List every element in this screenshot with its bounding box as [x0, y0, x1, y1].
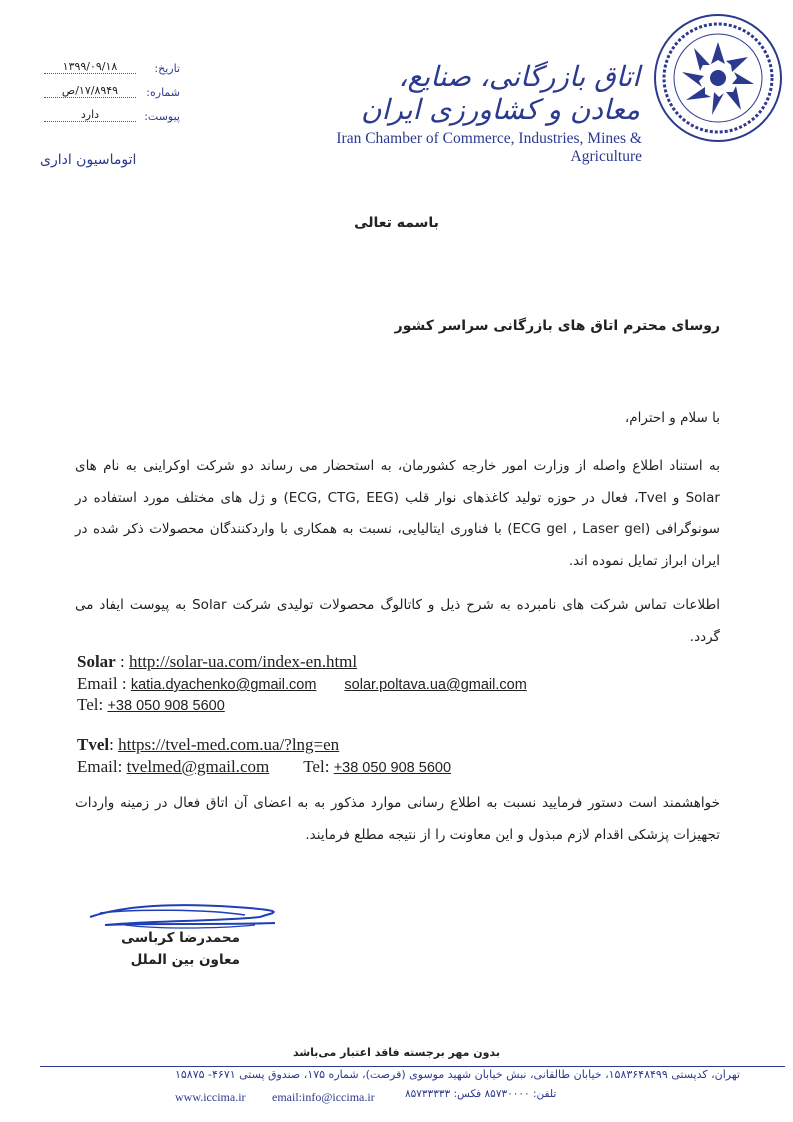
paragraph-request: خواهشمند است دستور فرمایید نسبت به اطلاع رسانی موارد مذکور به به اعضای آن اتاق فعال در زمینه واردات تجهیزات پزشکی اقدام لازم مبذول و این معاونت را از نتیجه مطلع فرمایند.: [75, 795, 720, 843]
tvel-tel-link[interactable]: +38 050 908 5600: [333, 760, 452, 776]
footer-validity-note: بدون مهر برجسته فاقد اعتبار می‌باشد: [292, 1046, 501, 1059]
attachment-value: دارد: [44, 108, 136, 122]
paragraph-contact-info: اطلاعات تماس شرکت های نامبرده به شرح ذیل و کاتالوگ محصولات تولیدی شرکت Solar به پیوست ایفاد می گردد.: [75, 597, 720, 645]
solar-company-name: Solar: [77, 652, 116, 671]
greeting: با سلام و احترام،: [624, 410, 720, 426]
number-field: [40, 86, 180, 104]
date-value: ۱۳۹۹/۰۹/۱۸: [44, 60, 136, 74]
solar-website-line: [77, 652, 717, 672]
footer-email[interactable]: email:info@iccima.ir: [272, 1090, 375, 1104]
solar-tel-link[interactable]: +38 050 908 5600: [107, 698, 225, 714]
solar-tel-line: [77, 695, 717, 715]
tvel-company-name: Tvel: [77, 735, 110, 754]
solar-tel-label: Tel:: [77, 695, 108, 714]
tvel-tel-label: Tel:: [303, 757, 334, 776]
solar-separator: :: [115, 652, 129, 671]
solar-email-link-2[interactable]: solar.poltava.ua@gmail.com: [344, 677, 527, 693]
number-label: شماره:: [146, 86, 180, 99]
recipient-line: روسای محترم اتاق های بازرگانی سراسر کشور: [394, 318, 720, 334]
tvel-email-label: Email:: [77, 757, 127, 776]
solar-email-link-1[interactable]: katia.dyachenko@gmail.com: [130, 677, 317, 693]
footer-address: تهران، کدپستی ۱۵۸۳۶۴۸۴۹۹، خیابان طالقانی، نبش خیابان شهید موسوی (فرصت)، شماره ۱۷۵، صندوق پستی ۴۶۷۱- ۱۵۸۷۵: [174, 1068, 740, 1081]
attachment-field: [40, 110, 180, 128]
signer-title: معاون بین الملل: [130, 952, 240, 968]
date-label: تاریخ:: [154, 62, 180, 75]
solar-email-line: [77, 674, 717, 694]
chamber-title-persian: اتاق بازرگانی، صنایع، معادن و کشاورزی ایران: [361, 60, 640, 126]
tvel-separator: :: [109, 735, 119, 754]
tvel-website-line: [77, 735, 717, 755]
chamber-title-english: Iran Chamber of Commerce, Industries, Mines & Agriculture: [336, 130, 642, 165]
solar-email-label: Email :: [77, 674, 131, 693]
footer-divider: [40, 1066, 785, 1067]
chamber-logo-emblem: [652, 12, 784, 144]
paragraph-intro: به استناد اطلاع واصله از وزارت امور خارجه کشورمان، به استحضار می رساند دو شرکت اوکراینی به نام های Solar و Tvel، فعال در حوزه تولید کاغذهای نوار قلب (ECG, CTG, EEG) و ژل های مختلف مورد استفاده در سونوگرافی (ECG gel , Laser gel) با فناوری ایتالیایی، نسبت به همکاری با واردکنندگان محصولات ذکر شده در ایران ابراز تمایل نموده اند.: [75, 458, 720, 569]
footer-phone-fax: تلفن: ۸۵۷۳۰۰۰۰ فکس: ۸۵۷۳۳۳۳۳: [405, 1088, 557, 1100]
attachment-label: پیوست:: [144, 110, 180, 123]
signer-name: محمدرضا کرباسی: [121, 930, 240, 946]
date-field: [40, 62, 180, 80]
tvel-website-link[interactable]: https://tvel-med.com.ua/?lng=en: [118, 735, 340, 754]
tvel-email-link[interactable]: tvelmed@gmail.com: [126, 757, 270, 776]
number-value: ۱۷/۸۹۴۹/ص: [44, 84, 136, 98]
footer-website[interactable]: www.iccima.ir: [175, 1090, 246, 1104]
basmala-heading: باسمه تعالی: [354, 215, 439, 231]
tvel-email-tel-line: [77, 757, 717, 777]
solar-website-link[interactable]: http://solar-ua.com/index-en.html: [128, 652, 358, 671]
office-automation-label: اتوماسیون اداری: [40, 152, 137, 168]
